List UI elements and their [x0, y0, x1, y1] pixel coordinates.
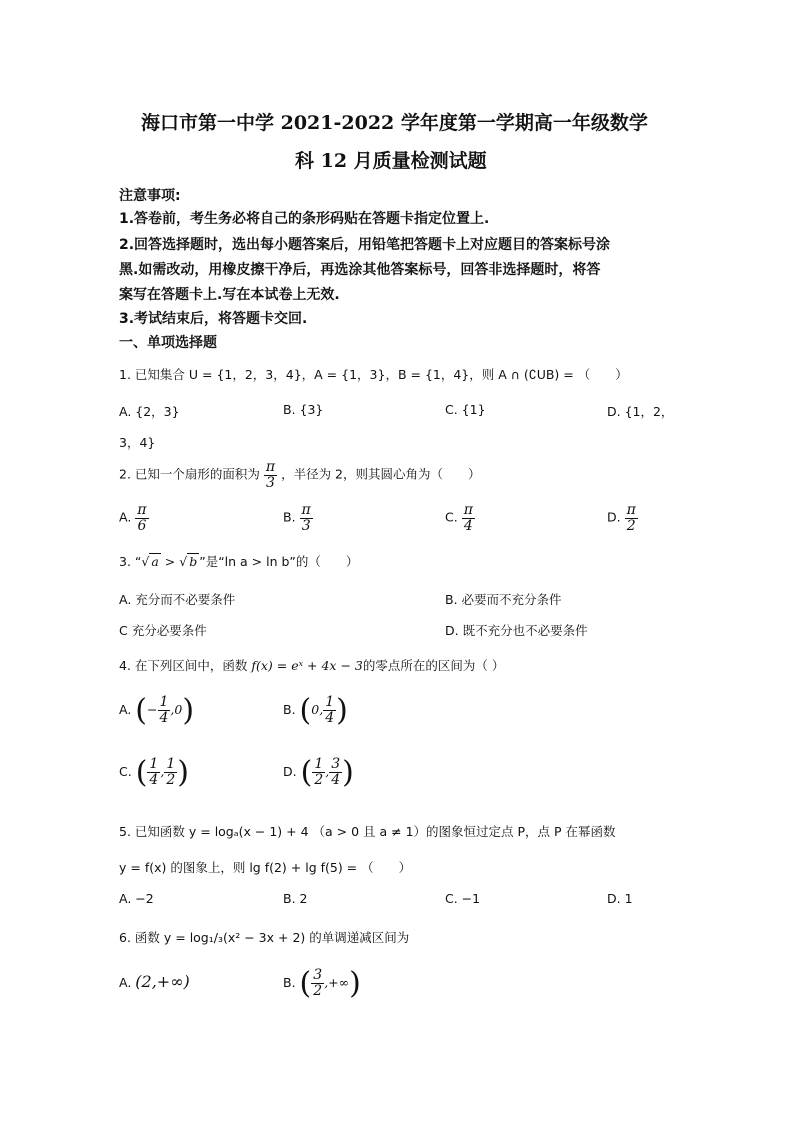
note-3: 3.考试结束后，将答题卡交回. — [119, 311, 308, 327]
note-1: 1.答卷前，考生务必将自己的条形码贴在答题卡指定位置上. — [119, 211, 490, 227]
section-heading: 一、单项选择题 — [119, 335, 217, 351]
q3-option-c: C 充分必要条件 — [119, 623, 207, 638]
title-line-2: 科 12 月质量检测试题 — [295, 150, 487, 172]
q1-option-d: D. {1，2， — [607, 404, 674, 419]
q3-option-d: D. 既不充分也不必要条件 — [445, 623, 588, 638]
q4-option-c: C. ( $\frac{1}{4}$ , $\frac{1}{2}$ ) — [119, 755, 189, 790]
q2-option-d: D. $\frac{\pi}{2}$ — [607, 502, 636, 534]
q1-option-a: A. {2，3} — [119, 404, 180, 419]
q2-post: ，半径为 2，则其圆心角为（ ） — [281, 466, 481, 482]
q2-option-c: C. $\frac{\pi}{4}$ — [445, 502, 473, 534]
question-3: 3. “√ a > √ b ”是“ln a > ln b”的（ ） — [119, 554, 359, 569]
notes-heading: 注意事项: — [119, 188, 181, 204]
q4-option-a: A. (− $\frac{1}{4}$ ,0) — [119, 693, 195, 728]
question-5-line-2: y = f(x) 的图象上，则 lg f(2) + lg f(5) = （ ） — [119, 860, 412, 875]
q2-pre: 2. 已知一个扇形的面积为 — [119, 466, 260, 482]
q3-option-b: B. 必要而不充分条件 — [445, 592, 562, 607]
q2-option-b: B. $\frac{\pi}{3}$ — [283, 502, 311, 534]
question-4: 4. 在下列区间中，函数 f(x) = eˣ + 4x − 3的零点所在的区间为（ ） — [119, 658, 505, 673]
q2-fraction: $\frac{\pi}{3}$ — [265, 459, 276, 491]
question-2 — [119, 460, 481, 490]
q6-option-b: B. ( $\frac{3}{2}$ ,+∞) — [283, 966, 361, 1001]
title-line-1: 海口市第一中学 2021-2022 学年度第一学期高一年级数学 — [141, 112, 648, 134]
note-2b: 黑.如需改动，用橡皮擦干净后，再选涂其他答案标号，回答非选择题时，将答 — [119, 262, 601, 278]
note-2a: 2.回答选择题时，选出每小题答案后，用铅笔把答题卡上对应题目的答案标号涂 — [119, 237, 611, 253]
q4-option-d: D. ( $\frac{1}{2}$ , $\frac{3}{4}$ ) — [283, 755, 354, 790]
q4-option-b: B. (0, $\frac{1}{4}$ ) — [283, 693, 348, 728]
q3-option-a: A. 充分而不必要条件 — [119, 592, 236, 607]
q5-option-c: C. −1 — [445, 891, 481, 906]
q2-option-a: A. $\frac{\pi}{6}$ — [119, 502, 147, 534]
q1-option-c: C. {1} — [445, 402, 486, 417]
q1-option-b: B. {3} — [283, 402, 324, 417]
question-6: 6. 函数 y = log₁/₃(x² − 3x + 2) 的单调递减区间为 — [119, 930, 410, 945]
q5-option-b: B. 2 — [283, 891, 308, 906]
question-5-line-1: 5. 已知函数 y = logₐ(x − 1) + 4 （a > 0 且 a ≠ 1）的图象恒过定点 P，点 P 在幂函数 — [119, 824, 616, 839]
q5-option-a: A. −2 — [119, 891, 154, 906]
q5-option-d: D. 1 — [607, 891, 633, 906]
q6-option-a: A. (2,+∞) — [119, 972, 190, 991]
q1-option-d-cont: 3，4} — [119, 435, 156, 450]
question-1: 1. 已知集合 U = {1，2，3，4}，A = {1，3}，B = {1，4}，则 A ∩ (∁UB) = （ ） — [119, 367, 628, 382]
note-2c: 案写在答题卡上.写在本试卷上无效. — [119, 287, 340, 303]
